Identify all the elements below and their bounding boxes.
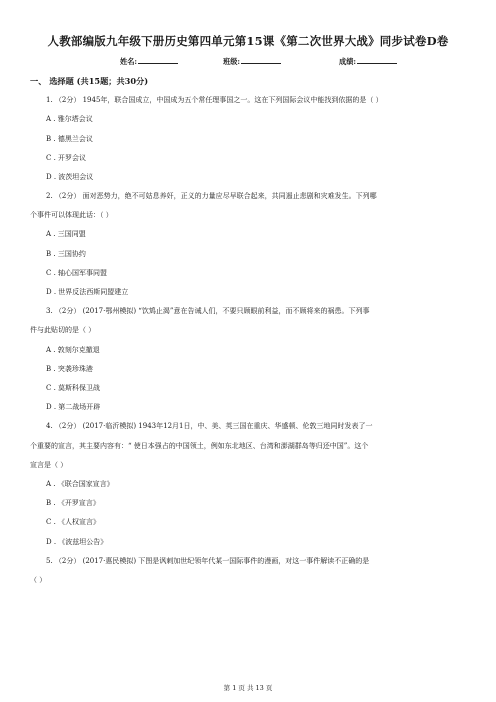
question-3-option-a: A . 敦刻尔克撤退 — [46, 346, 100, 354]
question-2-text-cont: 个事件可以体现此话：（ ） — [30, 211, 113, 219]
question-1-text: 1. （2分） 1945年，联合国成立，中国成为五个常任理事国之一。这在下列国际会议中能找到依据的是（ ） — [46, 96, 383, 104]
question-1-option-a: A . 雅尔塔会议 — [46, 115, 93, 123]
class-blank — [241, 56, 281, 64]
score-blank — [357, 56, 397, 64]
question-2-option-b: B . 三国协约 — [46, 250, 86, 258]
question-3-option-d: D . 第二战场开辟 — [46, 403, 101, 411]
question-5-text: 5. （2分） (2017·惠民模拟) 下图是讽刺加世纪领年代某一国际事件的漫画，对这一事件解读不正确的是 — [46, 557, 370, 565]
question-1-option-b: B . 德黑兰会议 — [46, 135, 93, 143]
question-4-option-b: B . 《开罗宣言》 — [46, 499, 100, 507]
class-field — [223, 56, 281, 67]
score-label: 成绩: — [339, 57, 357, 66]
question-2-text: 2. （2分） 面对恶势力，绝不可姑息养奸，正义的力量应尽早联合起来，共同遏止悲剧和灾难发生。下列哪 — [46, 192, 377, 200]
question-2-option-a: A . 三国同盟 — [46, 230, 86, 238]
question-3-text-cont: 件与此贴切的是（ ） — [30, 326, 96, 334]
question-4-text-cont-2: 宣言是（ ） — [30, 461, 68, 469]
question-5-text-cont: （ ） — [30, 576, 47, 584]
question-3-option-c: C . 莫斯科保卫战 — [46, 384, 101, 392]
page-title: 人教部编版九年级下册历史第四单元第15课《第二次世界大战》同步试卷D卷 — [47, 34, 449, 48]
class-label: 班级: — [223, 57, 241, 66]
question-2-option-d: D . 世界反法西斯同盟建立 — [46, 288, 129, 296]
question-4-text-cont: 个重要的宣言，其主要内容有：“ 使日本强占的中国领土，例如东北地区、台湾和澎湖群岛等归还中国”。这个 — [30, 442, 369, 450]
page-footer: 第 1 页 共 13 页 — [223, 684, 273, 692]
question-4-option-c: C . 《人权宣言》 — [46, 518, 101, 526]
question-4-option-a: A . 《联合国家宣言》 — [46, 480, 114, 488]
question-3-text: 3. （2分） (2017·鄂州模拟) “饮鸩止渴”意在告诫人们，不要只顾眼前利益，而不顾将来的祸患。下列事 — [46, 307, 370, 315]
name-label: 姓名: — [120, 57, 138, 66]
question-4-option-d: D . 《波兹坦公告》 — [46, 538, 108, 546]
question-2-option-c: C . 轴心国军事同盟 — [46, 269, 108, 277]
section-heading: 一、 选择题 (共15题；共30分) — [30, 76, 149, 86]
question-1-option-c: C . 开罗会议 — [46, 154, 87, 162]
name-blank — [138, 56, 178, 64]
name-field — [120, 56, 178, 67]
question-4-text: 4. （2分） (2017·临沂模拟) 1943年12月1日，中、美、英三国在重庆、华盛顿、伦敦三地同时发表了一 — [46, 422, 373, 430]
question-3-option-b: B . 突袭珍珠港 — [46, 365, 93, 373]
question-1-option-d: D . 波茨坦会议 — [46, 173, 94, 181]
score-field — [339, 56, 397, 67]
